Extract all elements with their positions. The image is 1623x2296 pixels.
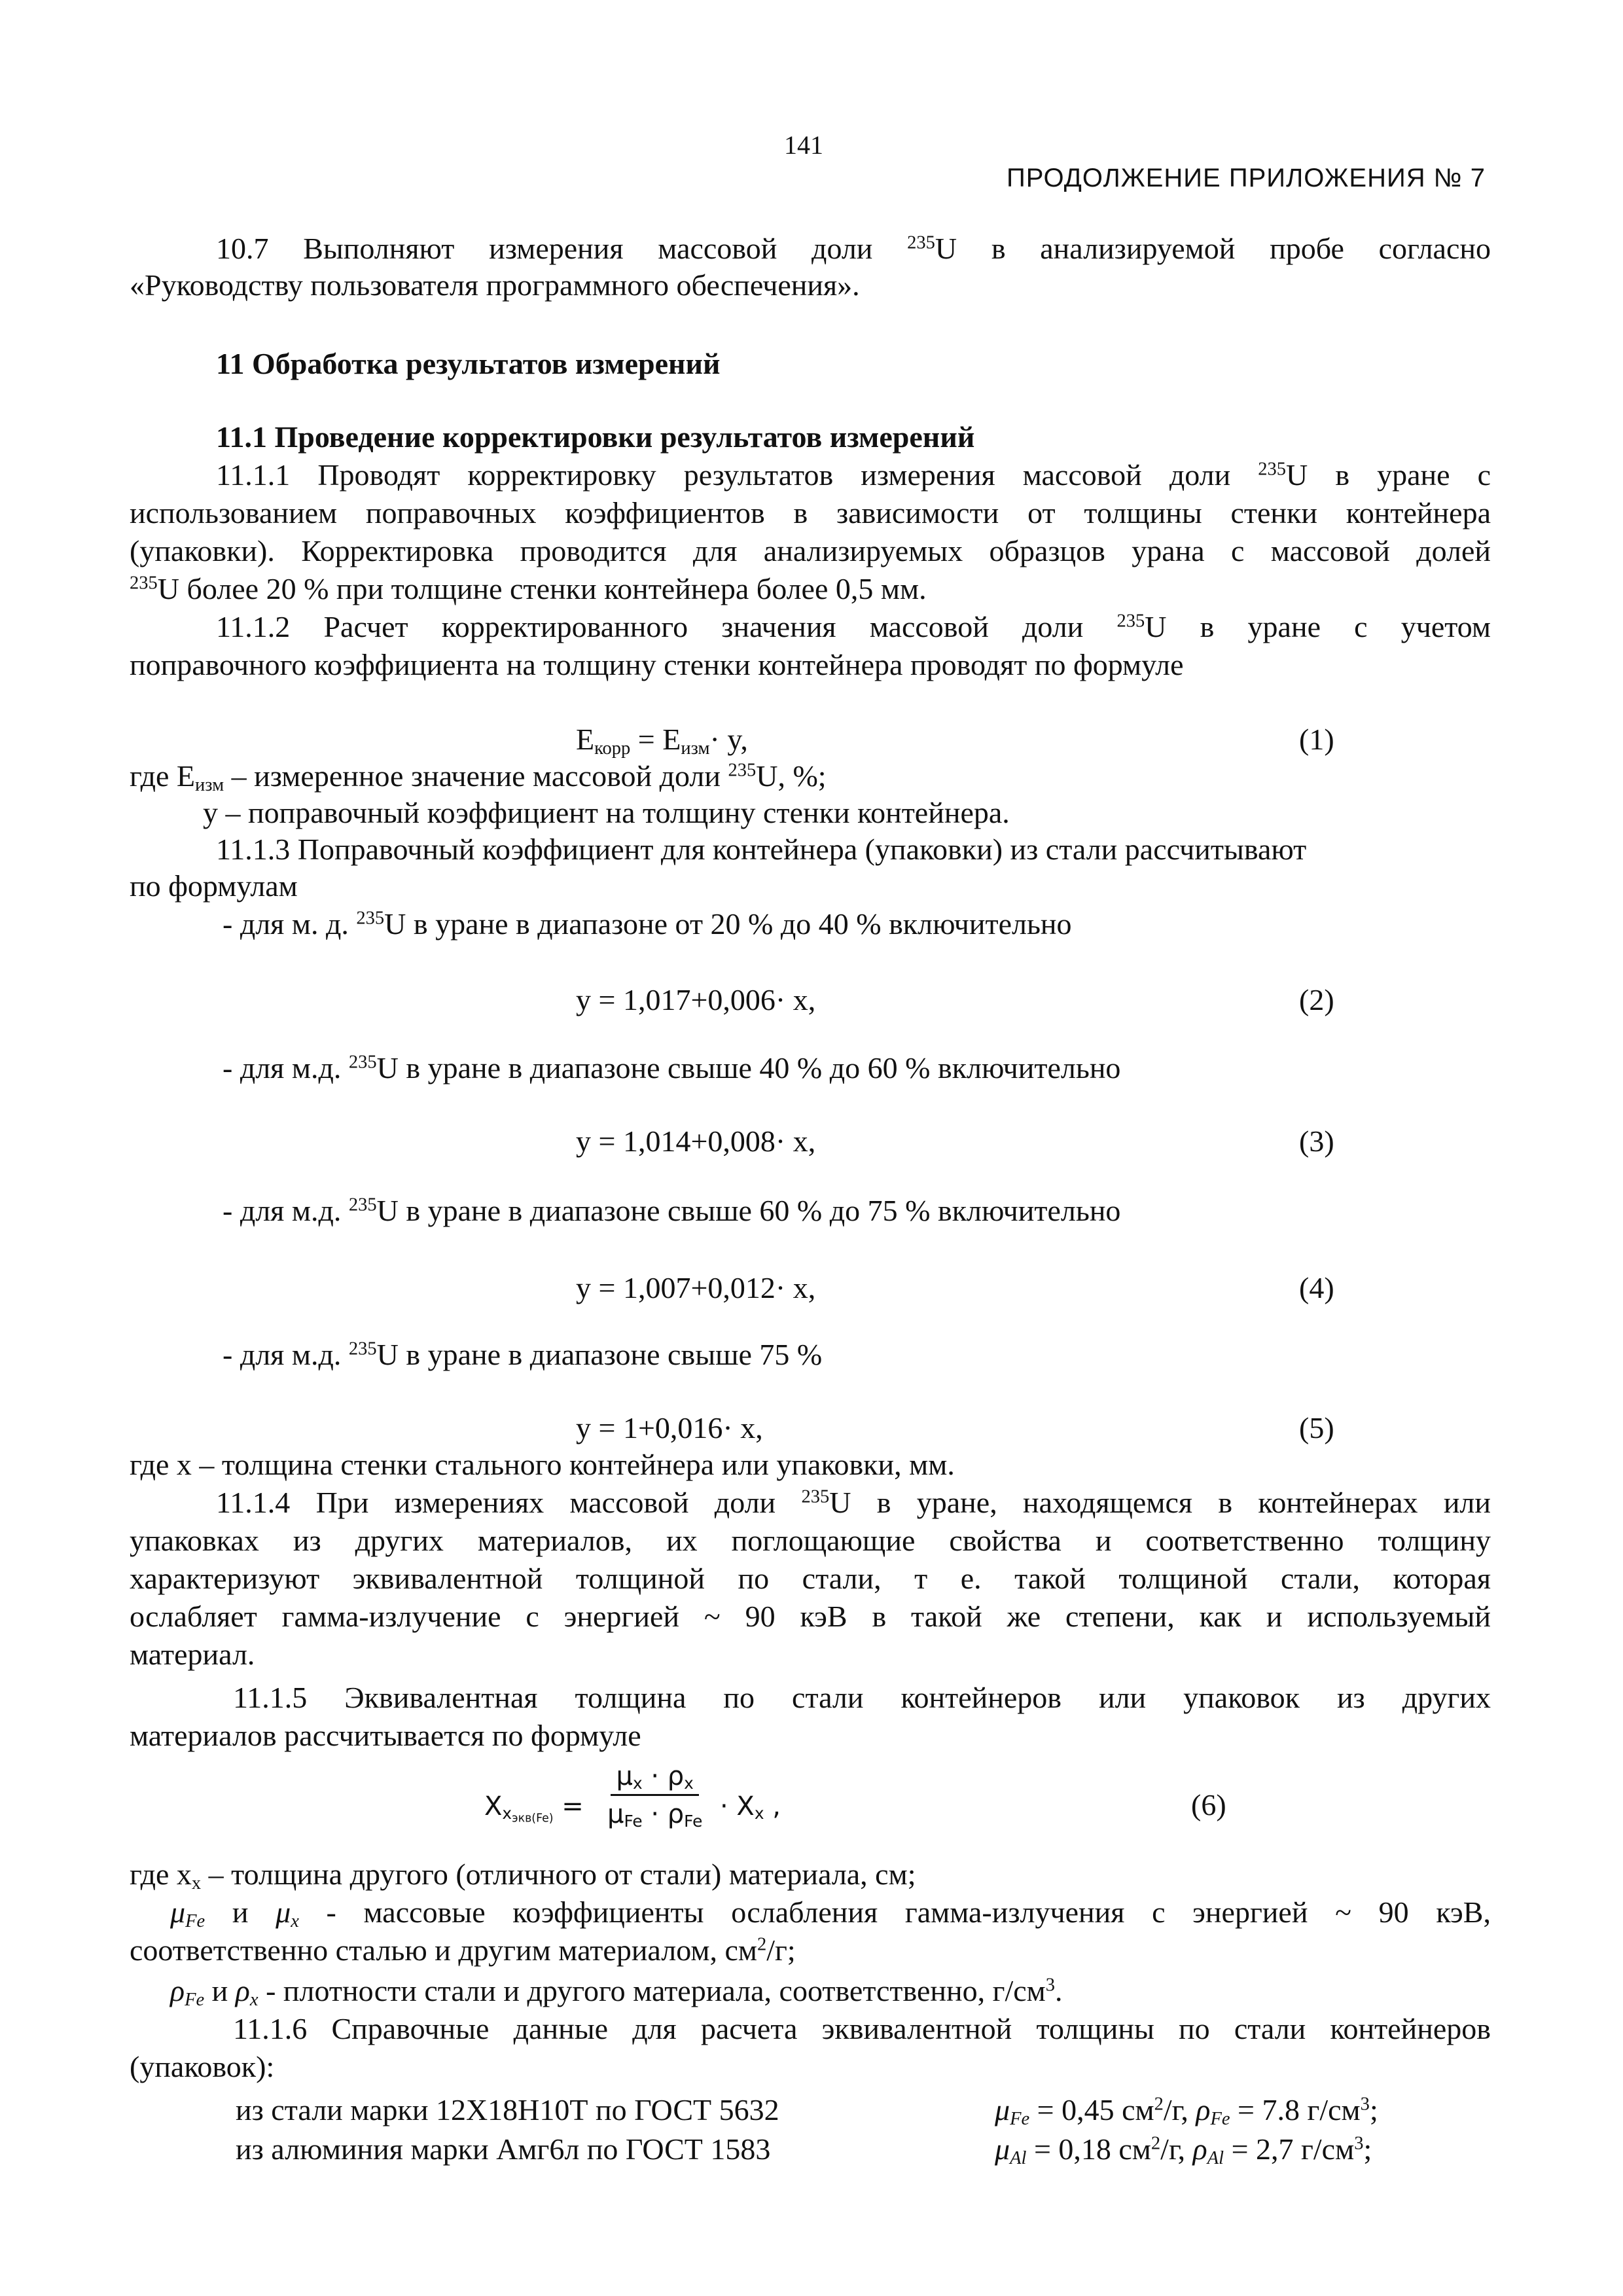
bullet-20-40: - для м. д. $^{235}$U в уране в диапазоне от 20 % до 40 % включительно <box>223 907 1072 941</box>
ref-steel-values: $\mu_{Fe} = 0,45$ $см^2/г$, $\rho_{Fe} = 7.8$ $г/см^3$; <box>995 2093 1378 2130</box>
para-11-1-1-line2: использованием поправочных коэффициентов в зависимости от толщины стенки контейнера <box>130 496 1491 529</box>
where-x: где x – толщина стенки стального контейнера или упаковки, мм. <box>130 1448 955 1481</box>
para-11-1-3-line1: 11.1.3 Поправочный коэффициент для контейнера (упаковки) из стали рассчитывают <box>216 833 1307 866</box>
where-xx: где $x_x$ – толщина другого (отличного от стали) материала, см; <box>130 1857 916 1894</box>
section-heading-11-1: 11.1 Проведение корректировки результатов измерений <box>216 420 975 454</box>
para-11-1-4-line5: материал. <box>130 1638 255 1671</box>
ref-steel-material: из стали марки 12Х18Н10Т по ГОСТ 5632 <box>236 2093 779 2126</box>
bullet-40-60: - для м.д. $^{235}$U в уране в диапазоне свыше 40 % до 60 % включительно <box>223 1051 1121 1085</box>
para-11-1-3-line2: по формулам <box>130 869 298 903</box>
formula-6-fraction: $\mu_x \cdot \rho_x$ $\mu_{Fe} \cdot \rho_{Fe}$ <box>607 1761 703 1831</box>
para-11-1-4-line1: 11.1.4 При измерениях массовой доли $^{235}$U в уране, находящемся в контейнерах или <box>216 1486 1491 1519</box>
where-y: y – поправочный коэффициент на толщину стенки контейнера. <box>203 796 1010 829</box>
mu-definition-line1: $\mu_{Fe}$ и $\mu_x$ - массовые коэффициенты ослабления гамма-излучения с энергией ~ 90 кэВ, <box>170 1895 1491 1932</box>
para-11-1-5-line1: 11.1.5 Эквивалентная толщина по стали контейнеров или упаковок из других <box>233 1681 1491 1714</box>
appendix-header: ПРОДОЛЖЕНИЕ ПРИЛОЖЕНИЯ № 7 <box>1006 164 1486 192</box>
para-11-1-6-line2: (упаковок): <box>130 2050 275 2083</box>
para-10-7-line1: 10.7 Выполняют измерения массовой доли $^{235}$U в анализируемой пробе согласно <box>216 232 1491 265</box>
page-number: 141 <box>784 130 823 160</box>
para-11-1-4-line2: упаковках из других материалов, их поглощающие свойства и соответственно толщину <box>130 1524 1491 1557</box>
para-11-1-2-line2: поправочного коэффициента на толщину стенки контейнера проводят по формуле <box>130 648 1184 681</box>
bullet-60-75: - для м.д. $^{235}$U в уране в диапазоне свыше 60 % до 75 % включительно <box>223 1194 1121 1227</box>
para-11-1-1-line4: $^{235}$U более 20 % при толщине стенки контейнера более 0,5 мм. <box>130 572 927 605</box>
para-11-1-4-line3: характеризуют эквивалентной толщиной по стали, т е. такой толщиной стали, которая <box>130 1562 1491 1595</box>
ref-steel-row <box>0 2092 1623 2131</box>
para-11-1-4-line4: ослабляет гамма-излучение с энергией ~ 90 кэВ в такой же степени, как и используемый <box>130 1600 1491 1633</box>
ref-aluminium-row <box>0 2131 1623 2170</box>
para-10-7-line2: «Руководству пользователя программного обеспечения». <box>130 268 860 302</box>
para-11-1-1-line3: (упаковки). Корректировка проводится для анализируемых образцов урана с массовой долей <box>130 534 1491 567</box>
formula-4-number: (4) <box>1299 1271 1334 1304</box>
formula-1-number: (1) <box>1299 723 1334 756</box>
para-11-1-2-line1: 11.1.2 Расчет корректированного значения массовой доли $^{235}$U в уране с учетом <box>216 610 1491 643</box>
para-11-1-5-line2: материалов рассчитывается по формуле <box>130 1719 641 1752</box>
formula-6-number: (6) <box>1191 1788 1226 1821</box>
section-heading-11: 11 Обработка результатов измерений <box>216 347 721 380</box>
bullet-over-75: - для м.д. $^{235}$U в уране в диапазоне свыше 75 % <box>223 1338 823 1371</box>
rho-definition: $\rho_{Fe}$ и $\rho_x$ - плотности стали и другого материала, соответственно, $г/см^3$. <box>170 1974 1063 2011</box>
ref-aluminium-material: из алюминия марки Амг6л по ГОСТ 1583 <box>236 2132 771 2166</box>
formula-3-number: (3) <box>1299 1124 1334 1158</box>
formula-2-number: (2) <box>1299 983 1334 1016</box>
mu-definition-line2: соответственно сталью и другим материалом, $см^2/г$; <box>130 1933 796 1967</box>
ref-aluminium-values: $\mu_{Al} = 0,18$ $см^2/г$, $\rho_{Al} = 2,7$ $г/см^3$; <box>995 2132 1372 2169</box>
where-e-izm: где $E_{изм}$ – измеренное значение массовой доли $^{235}$U, %; <box>130 759 827 796</box>
para-11-1-6-line1: 11.1.6 Справочные данные для расчета эквивалентной толщины по стали контейнеров <box>233 2012 1491 2045</box>
para-11-1-1-line1: 11.1.1 Проводят корректировку результатов измерения массовой доли $^{235}$U в уране с <box>216 458 1491 492</box>
formula-5-number: (5) <box>1299 1411 1334 1444</box>
